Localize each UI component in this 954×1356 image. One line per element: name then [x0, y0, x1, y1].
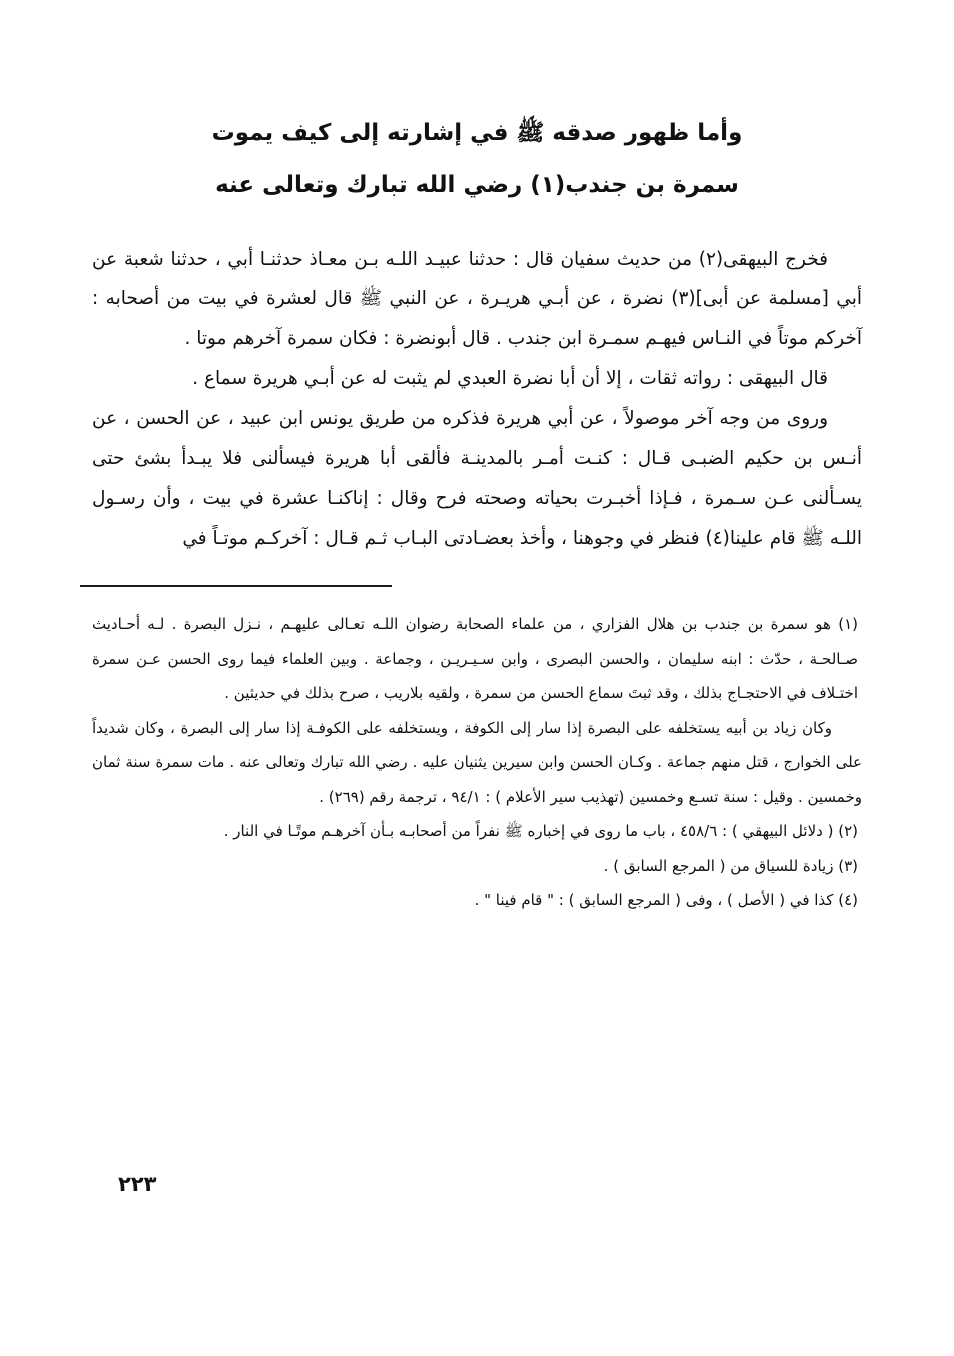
- title-line-2: سمرة بن جندب(١) رضي الله تبارك وتعالى عنه: [215, 171, 739, 198]
- footnote-separator: [80, 585, 392, 587]
- footnote-2: (٢) ( دلائل البيهقي ) : ٤٥٨/٦ ، باب ما روى في إخباره ﷺ نفراً من أصحابـه بـأن آخرهـم موتًـا في النار .: [223, 822, 858, 841]
- footnotes-section: [92, 607, 862, 918]
- body-paragraph: فخرج البيهقى(٢) من حديث سفيان قال : حدثنا عبيـد اللـه بـن معـاذ حدثنـا أبي ، حدثنا شعبة عن أبي [مسلمة عن أبى](٣) نضرة ، عن أبـي هريـرة ، عن النبي ﷺ قال لعشرة في بيت من أصحابه : آخركم موتاً في النـاس فيهـم سمـرة ابن جندب . قال أبونضرة : فكان سمرة آخرهم موتا .: [92, 248, 863, 350]
- footnote-4: (٤) كذا في ( الأصل ) ، وفى ( المرجع السابق ) : " قام فينا " .: [474, 891, 858, 910]
- chapter-title: [92, 108, 862, 212]
- page-number: ٢٢٣: [118, 1172, 157, 1196]
- footnote-1-continued: وكان زياد بن أبيه يستخلفه على البصرة إذا سار إلى الكوفة ، ويستخلفه على الكوفـة إذا سار إلى البصرة ، وكان شديداً على الخوارج ، قتل منهم جماعة . وكـان الحسن وابن سيرين يثنيان عليه . رضي الله تبارك وتعالى عنه . مات سمرة سنة ثمان وخمسين . وقيل : سنة تسـع وخمسين (تهذيب سير الأعلام ) : ٩٤/١ ، ترجمة رقم (٢٦٩) .: [92, 718, 862, 806]
- footnote-1: (١) هو سمرة بن جندب بن هلال الفزاري ، من علماء الصحابة رضوان اللـه تعـالى عليهـم ، نـزل البصرة . لـه أحـاديث صـالحـة ، حدّث : ابنه سليمان ، والحسن البصرى ، وابن سـيـريـن ، وجماعة . وبين العلماء فيما روى الحسن عـن سمرة اختـلاف في الاحتجـاج بذلك ، وقد ثبتَ سماع الحسن من سمرة ، ولقيه بلاريب ، صرح بذلك في حديثين .: [92, 615, 858, 703]
- footnote-3: (٣) زيادة للسياق من ( المرجع السابق ) .: [603, 856, 858, 875]
- body-text: [92, 240, 862, 560]
- body-paragraph: قال البيهقى : رواته ثقات ، إلا أن أبا نضرة العبدي لم يثبت له عن أبـي هريرة سماع .: [192, 368, 828, 390]
- body-paragraph: وروى من وجه آخر موصولاً ، عن أبي هريرة فذكره من طريق يونس ابن عبيد ، عن الحسن ، عن أنـس بن حكيم الضبـى قـال : كنـت أمـر بالمدينـة فألقى أبا هريرة فيسألنى فلا يبـدأ بشئ حتى يسـألنى عـن سـمرة ، فـإذا أخبـرت بحياته وصحته فرح وقال : إناكنـا عشرة في بيت ، وأن رسـول اللـه ﷺ قام علينا(٤) فنظر في وجوهنا ، وأخذ بعضـادتى البـاب ثـم قـال : آخركـم موتـاً في: [92, 408, 862, 550]
- title-line-1: وأما ظهور صدقه ﷺ في إشارته إلى كيف يموت: [211, 120, 743, 146]
